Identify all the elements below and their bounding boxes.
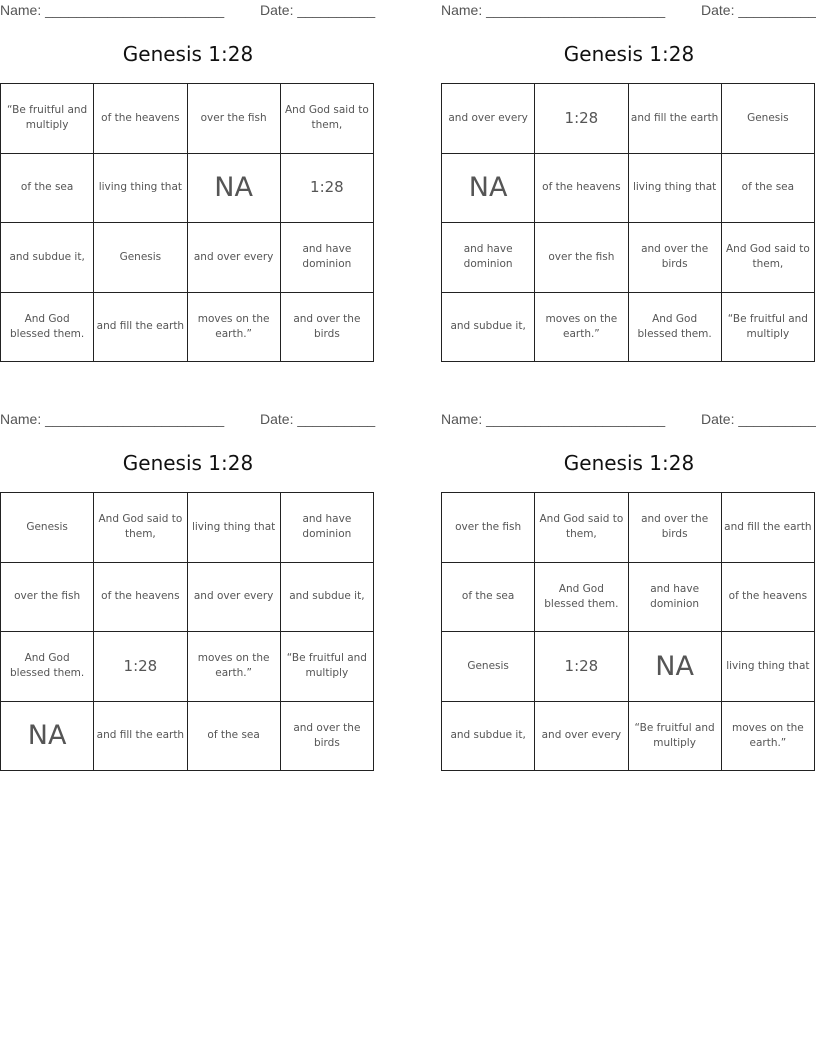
grid-cell: “Be fruitful and multiply — [281, 632, 374, 702]
grid-cell: moves on the earth.” — [188, 293, 281, 363]
grid-cell: over the fish — [442, 493, 535, 563]
card-title: Genesis 1:28 — [122, 42, 254, 66]
grid-cell: of the heavens — [94, 563, 187, 633]
grid-cell: and have dominion — [629, 563, 722, 633]
grid-cell: moves on the earth.” — [535, 293, 628, 363]
grid-cell: And God said to them, — [535, 493, 628, 563]
grid-cell: and over the birds — [629, 223, 722, 293]
grid-cell: and subdue it, — [281, 563, 374, 633]
grid-cell: and subdue it, — [442, 702, 535, 772]
bingo-grid — [441, 83, 815, 362]
grid-cell: and subdue it, — [1, 223, 94, 293]
grid-cell: And God blessed them. — [629, 293, 722, 363]
grid-cell: and fill the earth — [94, 702, 187, 772]
grid-cell: and over every — [535, 702, 628, 772]
grid-cell: of the sea — [722, 154, 815, 224]
grid-cell: And God blessed them. — [1, 632, 94, 702]
grid-cell-free: NA — [629, 632, 722, 702]
grid-cell: and over every — [188, 223, 281, 293]
grid-cell: and have dominion — [442, 223, 535, 293]
date-field: Date: __________ — [260, 2, 376, 18]
grid-cell: 1:28 — [94, 632, 187, 702]
grid-cell: and fill the earth — [629, 84, 722, 154]
grid-cell: and have dominion — [281, 223, 374, 293]
grid-cell: And God said to them, — [94, 493, 187, 563]
grid-cell: and over every — [442, 84, 535, 154]
grid-cell: and fill the earth — [94, 293, 187, 363]
card-title: Genesis 1:28 — [563, 451, 695, 475]
grid-cell: living thing that — [722, 632, 815, 702]
date-field: Date: __________ — [701, 2, 816, 18]
grid-cell: living thing that — [188, 493, 281, 563]
name-field: Name: _______________________ — [0, 411, 225, 427]
bingo-card-1 — [0, 0, 376, 370]
grid-cell: and over every — [188, 563, 281, 633]
bingo-card-2 — [441, 0, 816, 370]
grid-cell: over the fish — [535, 223, 628, 293]
grid-cell: over the fish — [1, 563, 94, 633]
grid-cell: 1:28 — [535, 84, 628, 154]
name-field: Name: _______________________ — [441, 411, 666, 427]
grid-cell: of the sea — [188, 702, 281, 772]
bingo-grid — [0, 492, 374, 771]
grid-cell: “Be fruitful and multiply — [629, 702, 722, 772]
grid-cell: Genesis — [1, 493, 94, 563]
grid-cell: 1:28 — [281, 154, 374, 224]
bingo-card-3 — [0, 409, 376, 779]
bingo-grid — [0, 83, 374, 362]
grid-cell: “Be fruitful and multiply — [1, 84, 94, 154]
grid-cell: And God said to them, — [281, 84, 374, 154]
bingo-card-4 — [441, 409, 816, 779]
grid-cell-free: NA — [1, 702, 94, 772]
card-title: Genesis 1:28 — [122, 451, 254, 475]
grid-cell: of the heavens — [535, 154, 628, 224]
grid-cell: Genesis — [442, 632, 535, 702]
grid-cell: living thing that — [629, 154, 722, 224]
grid-cell: living thing that — [94, 154, 187, 224]
grid-cell: of the heavens — [94, 84, 187, 154]
name-field: Name: _______________________ — [441, 2, 666, 18]
grid-cell: and fill the earth — [722, 493, 815, 563]
grid-cell: of the sea — [1, 154, 94, 224]
grid-cell: And God said to them, — [722, 223, 815, 293]
grid-cell-free: NA — [442, 154, 535, 224]
date-field: Date: __________ — [260, 411, 376, 427]
grid-cell: 1:28 — [535, 632, 628, 702]
grid-cell: and over the birds — [629, 493, 722, 563]
grid-cell: of the sea — [442, 563, 535, 633]
grid-cell: Genesis — [722, 84, 815, 154]
name-field: Name: _______________________ — [0, 2, 225, 18]
grid-cell: “Be fruitful and multiply — [722, 293, 815, 363]
grid-cell: moves on the earth.” — [722, 702, 815, 772]
grid-cell: and subdue it, — [442, 293, 535, 363]
grid-cell: Genesis — [94, 223, 187, 293]
grid-cell: and over the birds — [281, 293, 374, 363]
grid-cell: over the fish — [188, 84, 281, 154]
grid-cell: moves on the earth.” — [188, 632, 281, 702]
grid-cell: of the heavens — [722, 563, 815, 633]
grid-cell-free: NA — [188, 154, 281, 224]
grid-cell: and over the birds — [281, 702, 374, 772]
date-field: Date: __________ — [701, 411, 816, 427]
bingo-grid — [441, 492, 815, 771]
grid-cell: And God blessed them. — [1, 293, 94, 363]
grid-cell: and have dominion — [281, 493, 374, 563]
grid-cell: And God blessed them. — [535, 563, 628, 633]
card-title: Genesis 1:28 — [563, 42, 695, 66]
